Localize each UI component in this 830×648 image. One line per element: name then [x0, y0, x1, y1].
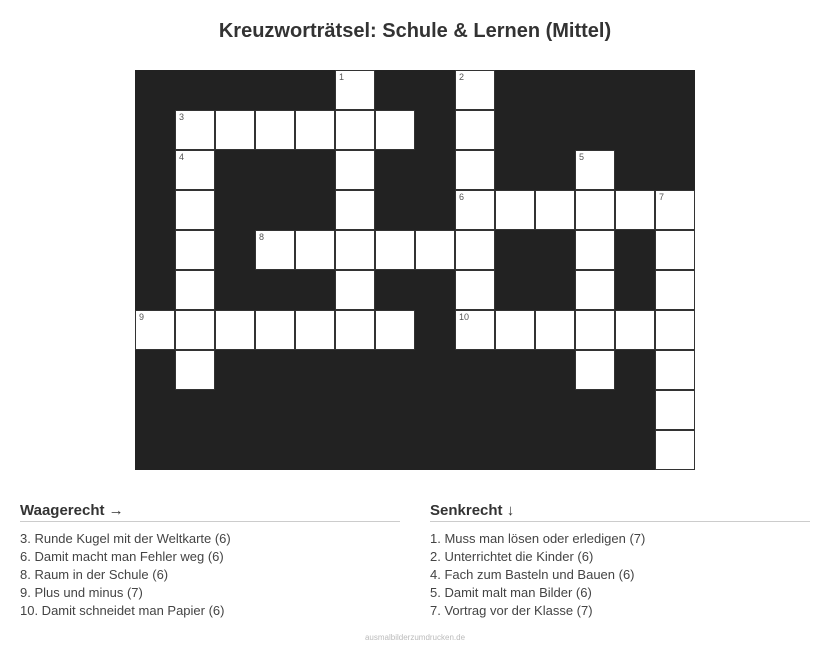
- grid-block: [655, 70, 695, 110]
- grid-block: [655, 110, 695, 150]
- grid-cell[interactable]: [415, 230, 455, 270]
- grid-block: [655, 150, 695, 190]
- clue-number: 7: [659, 192, 665, 202]
- grid-block: [495, 230, 535, 270]
- grid-cell[interactable]: [655, 190, 695, 230]
- grid-block: [575, 430, 615, 470]
- grid-block: [295, 270, 335, 310]
- clue-number: 4: [179, 152, 185, 162]
- grid-cell[interactable]: [655, 270, 695, 310]
- grid-block: [535, 150, 575, 190]
- grid-block: [455, 430, 495, 470]
- grid-cell[interactable]: [535, 190, 575, 230]
- grid-block: [455, 390, 495, 430]
- grid-block: [615, 390, 655, 430]
- grid-block: [375, 150, 415, 190]
- clue-number: 9: [139, 312, 145, 322]
- grid-block: [135, 150, 175, 190]
- grid-cell[interactable]: [455, 70, 495, 110]
- grid-block: [375, 430, 415, 470]
- clue-item: 6. Damit macht man Fehler weg (6): [20, 549, 224, 564]
- grid-cell[interactable]: [335, 230, 375, 270]
- grid-block: [255, 70, 295, 110]
- grid-block: [215, 270, 255, 310]
- grid-block: [495, 270, 535, 310]
- grid-block: [335, 390, 375, 430]
- grid-block: [495, 350, 535, 390]
- grid-cell[interactable]: [655, 310, 695, 350]
- grid-block: [215, 350, 255, 390]
- grid-block: [535, 70, 575, 110]
- down-heading: Senkrecht ↓: [430, 502, 810, 522]
- grid-cell[interactable]: [335, 150, 375, 190]
- grid-block: [415, 430, 455, 470]
- grid-cell[interactable]: [335, 310, 375, 350]
- grid-block: [295, 350, 335, 390]
- grid-block: [295, 430, 335, 470]
- clue-number: 2: [459, 72, 465, 82]
- grid-block: [215, 150, 255, 190]
- grid-cell[interactable]: [335, 270, 375, 310]
- grid-cell[interactable]: [655, 430, 695, 470]
- grid-block: [295, 390, 335, 430]
- grid-block: [415, 190, 455, 230]
- grid-block: [375, 270, 415, 310]
- grid-block: [295, 150, 335, 190]
- grid-cell[interactable]: [655, 230, 695, 270]
- grid-block: [335, 430, 375, 470]
- grid-cell[interactable]: [615, 190, 655, 230]
- grid-cell[interactable]: [375, 230, 415, 270]
- grid-cell[interactable]: [575, 150, 615, 190]
- grid-block: [535, 390, 575, 430]
- grid-block: [495, 150, 535, 190]
- grid-block: [255, 390, 295, 430]
- grid-block: [175, 390, 215, 430]
- grid-block: [615, 230, 655, 270]
- grid-block: [615, 70, 655, 110]
- clue-number: 1: [339, 72, 345, 82]
- grid-block: [135, 190, 175, 230]
- across-clues-section: [20, 502, 400, 620]
- clue-item: 9. Plus und minus (7): [20, 585, 143, 600]
- grid-block: [615, 430, 655, 470]
- grid-cell[interactable]: [455, 110, 495, 150]
- grid-block: [215, 230, 255, 270]
- grid-block: [135, 270, 175, 310]
- grid-block: [415, 310, 455, 350]
- grid-block: [375, 190, 415, 230]
- grid-cell[interactable]: [655, 390, 695, 430]
- grid-cell[interactable]: [175, 350, 215, 390]
- grid-cell[interactable]: [575, 270, 615, 310]
- grid-block: [575, 70, 615, 110]
- grid-block: [415, 110, 455, 150]
- grid-cell[interactable]: [175, 190, 215, 230]
- grid-cell[interactable]: [455, 150, 495, 190]
- down-clue-list: [430, 530, 810, 620]
- clue-item: 2. Unterrichtet die Kinder (6): [430, 549, 594, 564]
- grid-block: [375, 390, 415, 430]
- grid-block: [415, 70, 455, 110]
- grid-cell[interactable]: [655, 350, 695, 390]
- clue-item: 4. Fach zum Basteln und Bauen (6): [430, 567, 635, 582]
- grid-block: [135, 350, 175, 390]
- grid-block: [135, 430, 175, 470]
- grid-cell[interactable]: [175, 150, 215, 190]
- grid-block: [455, 350, 495, 390]
- grid-block: [495, 390, 535, 430]
- grid-block: [135, 390, 175, 430]
- grid-block: [295, 190, 335, 230]
- grid-cell[interactable]: [615, 310, 655, 350]
- grid-block: [535, 430, 575, 470]
- grid-cell[interactable]: [135, 310, 175, 350]
- clue-item: 3. Runde Kugel mit der Weltkarte (6): [20, 531, 231, 546]
- grid-block: [295, 70, 335, 110]
- grid-block: [495, 430, 535, 470]
- grid-block: [535, 270, 575, 310]
- grid-block: [495, 110, 535, 150]
- grid-cell[interactable]: [295, 110, 335, 150]
- across-clue-list: [20, 530, 400, 620]
- grid-block: [255, 190, 295, 230]
- grid-block: [375, 70, 415, 110]
- grid-block: [375, 350, 415, 390]
- grid-cell[interactable]: [455, 190, 495, 230]
- grid-cell[interactable]: [335, 110, 375, 150]
- grid-block: [335, 350, 375, 390]
- grid-cell[interactable]: [335, 190, 375, 230]
- grid-block: [615, 350, 655, 390]
- grid-block: [255, 150, 295, 190]
- grid-block: [575, 390, 615, 430]
- clue-item: 10. Damit schneidet man Papier (6): [20, 603, 225, 618]
- grid-cell[interactable]: [575, 190, 615, 230]
- grid-block: [255, 270, 295, 310]
- grid-cell[interactable]: [255, 230, 295, 270]
- clue-item: 5. Damit malt man Bilder (6): [430, 585, 592, 600]
- grid-block: [575, 110, 615, 150]
- crossword-grid: [135, 70, 695, 470]
- grid-block: [615, 270, 655, 310]
- grid-cell[interactable]: [175, 110, 215, 150]
- grid-cell[interactable]: [335, 70, 375, 110]
- clue-item: 7. Vortrag vor der Klasse (7): [430, 603, 593, 618]
- grid-cell[interactable]: [455, 230, 495, 270]
- grid-block: [175, 430, 215, 470]
- grid-cell[interactable]: [175, 310, 215, 350]
- grid-block: [135, 110, 175, 150]
- grid-block: [415, 350, 455, 390]
- grid-cell[interactable]: [575, 230, 615, 270]
- grid-cell[interactable]: [495, 190, 535, 230]
- clue-number: 6: [459, 192, 465, 202]
- grid-block: [615, 110, 655, 150]
- down-clues-section: [430, 502, 810, 620]
- grid-block: [535, 350, 575, 390]
- clue-number: 3: [179, 112, 185, 122]
- footer-watermark: ausmalbilderzumdrucken.de: [364, 633, 466, 642]
- grid-block: [615, 150, 655, 190]
- clue-number: 10: [459, 312, 470, 322]
- grid-block: [175, 70, 215, 110]
- grid-block: [415, 270, 455, 310]
- grid-block: [215, 430, 255, 470]
- grid-cell[interactable]: [375, 310, 415, 350]
- grid-cell[interactable]: [575, 350, 615, 390]
- clue-item: 8. Raum in der Schule (6): [20, 567, 169, 582]
- grid-cell[interactable]: [175, 270, 215, 310]
- grid-cell[interactable]: [375, 110, 415, 150]
- grid-cell[interactable]: [215, 310, 255, 350]
- grid-block: [535, 110, 575, 150]
- grid-block: [215, 70, 255, 110]
- grid-cell[interactable]: [255, 110, 295, 150]
- grid-cell[interactable]: [495, 310, 535, 350]
- grid-cell[interactable]: [295, 230, 335, 270]
- across-heading: Waagerecht →: [20, 502, 400, 522]
- grid-block: [215, 190, 255, 230]
- grid-cell[interactable]: [175, 230, 215, 270]
- grid-block: [415, 390, 455, 430]
- grid-block: [135, 70, 175, 110]
- grid-block: [495, 70, 535, 110]
- page-title: Kreuzworträtsel: Schule & Lernen (Mittel): [218, 20, 612, 42]
- grid-cell[interactable]: [255, 310, 295, 350]
- grid-cell[interactable]: [575, 310, 615, 350]
- grid-block: [215, 390, 255, 430]
- grid-block: [135, 230, 175, 270]
- grid-block: [415, 150, 455, 190]
- grid-cell[interactable]: [215, 110, 255, 150]
- grid-cell[interactable]: [455, 310, 495, 350]
- grid-block: [255, 350, 295, 390]
- grid-block: [255, 430, 295, 470]
- grid-block: [535, 230, 575, 270]
- clue-number: 8: [259, 232, 265, 242]
- clue-item: 1. Muss man lösen oder erledigen (7): [430, 531, 646, 546]
- grid-cell[interactable]: [535, 310, 575, 350]
- clue-number: 5: [579, 152, 585, 162]
- grid-cell[interactable]: [295, 310, 335, 350]
- grid-cell[interactable]: [455, 270, 495, 310]
